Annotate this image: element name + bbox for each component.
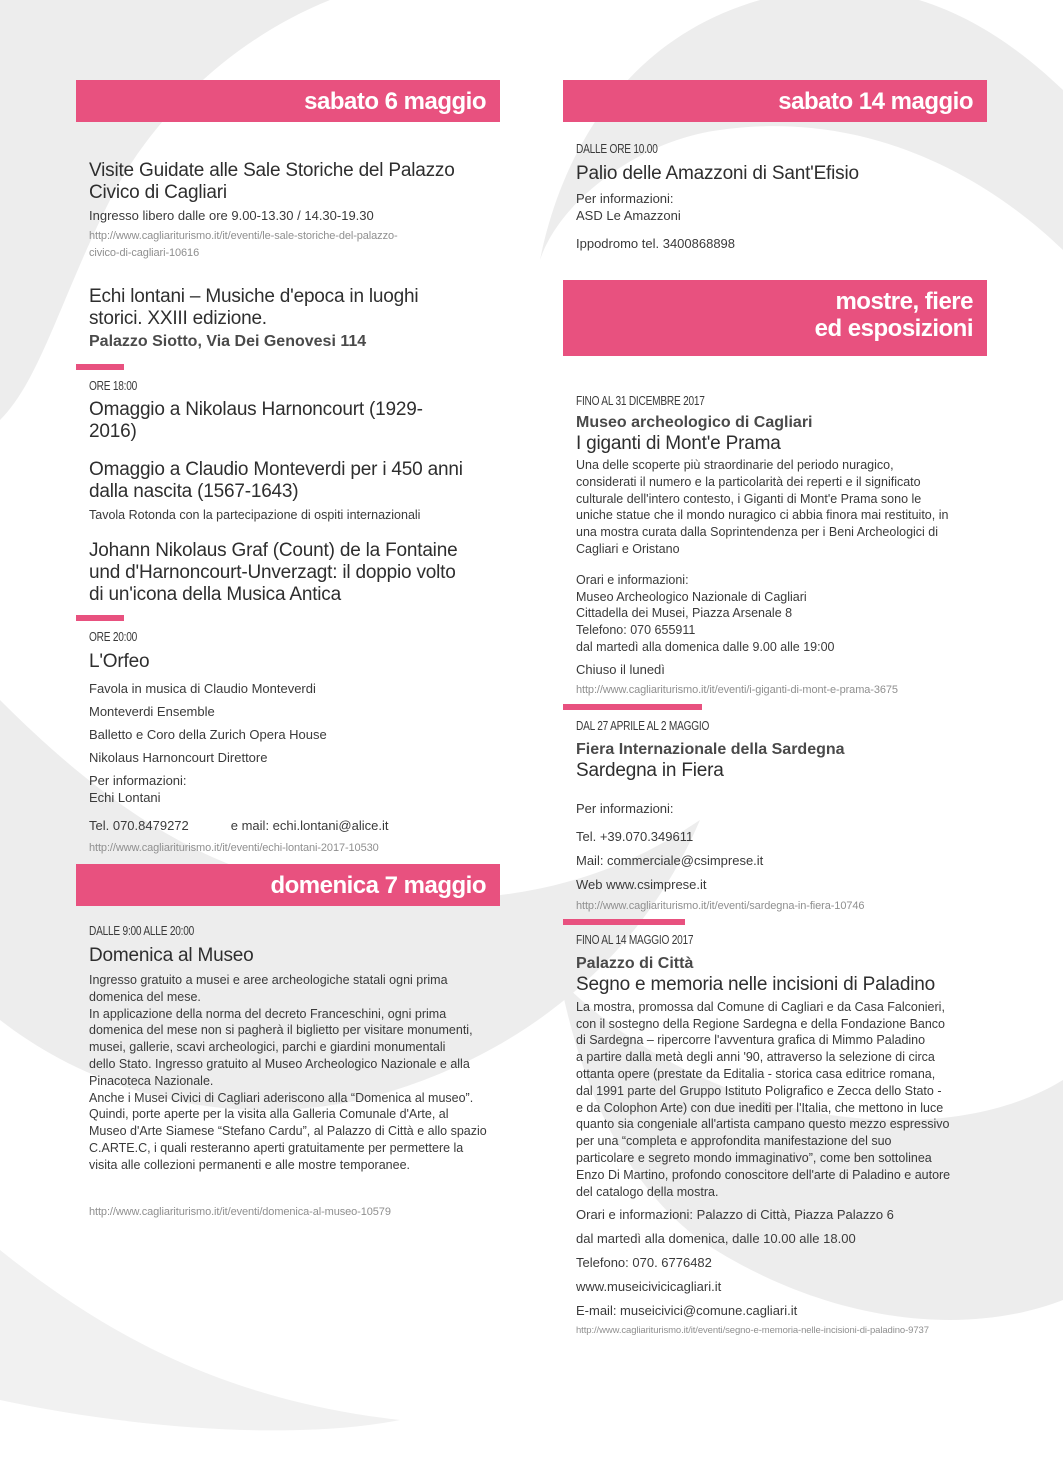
contact-web[interactable]: www.museicivicicagliari.it — [576, 1279, 722, 1295]
event-note: Tavola Rotonda con la partecipazione di ospiti internazionali — [89, 508, 421, 522]
event-title-a-line-2: 2016) — [89, 421, 137, 442]
event-line: Favola in musica di Claudio Monteverdi — [89, 681, 316, 696]
event-palio-amazzoni — [563, 141, 987, 252]
event-url[interactable]: http://www.cagliariturismo.it/it/eventi/domenica-al-museo-10579 — [89, 1205, 391, 1218]
event-info: Ingresso libero dalle ore 9.00-13.30 / 14.30-19.30 — [89, 208, 374, 223]
event-title-c-line-2: und d'Harnoncourt-Unverzagt: il doppio volto — [89, 562, 456, 583]
event-title-line-2: storici. XXIII edizione. — [89, 308, 267, 329]
section-header-sabato-14: sabato 14 maggio — [563, 80, 987, 122]
event-ore-20 — [76, 629, 500, 857]
event-url[interactable]: http://www.cagliariturismo.it/it/eventi/i-giganti-di-mont-e-prama-3675 — [576, 683, 898, 696]
event-title: Domenica al Museo — [89, 945, 254, 966]
event-sardegna-fiera — [563, 718, 987, 915]
pink-divider — [76, 615, 124, 621]
event-venue: Museo archeologico di Cagliari — [576, 414, 813, 431]
contact-row — [89, 817, 487, 834]
contact-phone: Tel. +39.070.349611 — [576, 828, 694, 844]
contact-phone: Ippodromo tel. 3400868898 — [576, 236, 736, 251]
event-title: Visite Guidate alle Sale Storiche del Palazzo Civico di Cagliari — [89, 160, 455, 203]
event-title-c-line-3: di un'icona della Musica Antica — [89, 584, 341, 605]
event-title: Sardegna in Fiera — [576, 759, 724, 781]
info-label: Per informazioni: — [576, 800, 674, 816]
event-title-a-line-1: Omaggio a Nikolaus Harnoncourt (1929- — [89, 399, 423, 420]
right-column — [563, 80, 987, 1339]
event-time: FINO AL 14 MAGGIO 2017 — [576, 931, 694, 947]
section-header-mostre — [563, 280, 987, 356]
event-visite-guidate — [76, 160, 500, 262]
contact-email[interactable]: e mail: echi.lontani@alice.it — [230, 818, 389, 833]
event-venue: Fiera Internazionale della Sardegna — [576, 740, 845, 758]
info-name: Echi Lontani — [89, 790, 161, 805]
event-time: ORE 20:00 — [89, 629, 138, 644]
event-domenica-museo — [76, 923, 500, 1221]
event-line: Monteverdi Ensemble — [89, 704, 215, 719]
event-echi-lontani — [76, 286, 500, 352]
event-giganti — [563, 393, 987, 699]
contact-email[interactable]: E-mail: museicivici@comune.cagliari.it — [576, 1303, 798, 1319]
event-title: Palio delle Amazzoni di Sant'Efisio — [576, 163, 859, 184]
event-description: La mostra, promossa dal Comune di Cagliari e da Casa Falconieri, con il sostegno della Regione Sardegna e della Fondazione Banco di Sardegna – ripercorre l'avventura grafica di Mimmo Paladino a partire dalla metà degli anni '90, attraverso la selezione di circa ottanta opere (prestate da Editalia - storica casa editrice romana, dal 1991 parte del Gruppo Istituto Poligrafico e Zecca dello Stato - e da Colophon Arte) con due inediti per l'Italia, che mettono in luce quanto sia congeniale all'artista campano questo mezzo espressivo per una “completa e approfondita manifestazione del suo particolare e segreto mondo immaginativo”, come ben sottolinea Enzo Di Martino, profondo conoscitore dell'arte di Paladino e autore del catalogo della mostra. — [576, 999, 951, 1199]
contact-web[interactable]: Web www.csimprese.it — [576, 876, 707, 892]
section-header-sabato-6: sabato 6 maggio — [76, 80, 500, 122]
event-url-line-2[interactable]: civico-di-cagliari-10616 — [89, 247, 200, 259]
contact-phone: Tel. 070.8479272 — [89, 818, 189, 833]
event-line: Balletto e Coro della Zurich Opera House — [89, 727, 327, 742]
event-url[interactable]: http://www.cagliariturismo.it/it/eventi/echi-lontani-2017-10530 — [89, 842, 379, 854]
event-title-line-1: Echi lontani – Musiche d'epoca in luoghi — [89, 286, 419, 307]
event-info: Orari e informazioni: Museo Archeologico Nazionale di Cagliari Cittadella dei Musei, Piazza Arsenale 8 Telefono: 070 655911 dal martedì alla domenica dalle 9.00 alle 19:00 — [576, 572, 835, 654]
event-url-line-1[interactable]: http://www.cagliariturismo.it/it/eventi/le-sale-storiche-del-palazzo- — [89, 230, 398, 242]
left-column — [76, 80, 500, 1221]
pink-divider — [563, 704, 702, 710]
contact-phone: Telefono: 070. 6776482 — [576, 1255, 712, 1271]
event-description: Una delle scoperte più straordinarie del periodo nuragico, considerati il numero e la particolarità dei reperti e il significato culturale dell'intero contesto, i Giganti di Mont'e Prama sono le uniche statue che il mondo nuragico ci abbia finora mai restituito, in una mostra curata dalla Soprintendenza per i Beni Archeologici di Cagliari e Oristano — [576, 458, 949, 556]
event-ore-18 — [76, 378, 500, 606]
event-paladino — [563, 932, 987, 1340]
pink-divider — [563, 919, 685, 925]
event-title-c-line-1: Johann Nikolaus Graf (Count) de la Fontaine — [89, 540, 458, 561]
info-label: Per informazioni: — [576, 191, 674, 206]
event-line: Nikolaus Harnoncourt Direttore — [89, 750, 268, 765]
pink-divider — [76, 364, 124, 370]
event-title-b-line-2: dalla nascita (1567-1643) — [89, 481, 299, 502]
event-title-b-line-1: Omaggio a Claudio Monteverdi per i 450 anni — [89, 459, 463, 480]
section-header-line-1: mostre, fiere — [835, 288, 973, 315]
event-description: Ingresso gratuito a musei e aree archeologiche statali ogni prima domenica del mese. In applicazione della norma del decreto Franceschini, ogni prima domenica del mese non si pagherà il biglietto per visitare monumenti, musei, gallerie, scavi archeologici, parchi e giardini monumentali dello Stato. Ingresso gratuito al Museo Archeologico Nazionale e alla Pinacoteca Nazionale. Anche i Musei Civici di Cagliari aderiscono alla “Domenica al museo”. Quindi, porte aperte per la visita alla Galleria Comunale d'Arte, al Museo d'Arte Siamese “Stefano Cardu”, al Palazzo di Città e allo spazio C.ARTE.C, i quali resteranno aperti gratuitamente per permettere la visita alle collezioni permanenti e alle mostre temporanee. — [89, 973, 487, 1172]
event-url[interactable]: http://www.cagliariturismo.it/it/eventi/sardegna-in-fiera-10746 — [576, 899, 865, 912]
event-time: DALLE ORE 10.00 — [576, 141, 658, 156]
event-time: ORE 18:00 — [89, 378, 138, 393]
event-info: Orari e informazioni: Palazzo di Città, Piazza Palazzo 6 — [576, 1207, 894, 1223]
event-location: Palazzo Siotto, Via Dei Genovesi 114 — [89, 333, 367, 350]
event-time: DAL 27 APRILE AL 2 MAGGIO — [576, 717, 710, 733]
event-url[interactable]: http://www.cagliariturismo.it/it/eventi/segno-e-memoria-nelle-incisioni-di-paladino-9737 — [576, 1325, 929, 1337]
event-title: L'Orfeo — [89, 651, 150, 672]
event-title: I giganti di Mont'e Prama — [576, 433, 781, 454]
event-hours: dal martedì alla domenica, dalle 10.00 alle 18.00 — [576, 1231, 856, 1247]
info-name: ASD Le Amazzoni — [576, 208, 681, 223]
contact-mail[interactable]: Mail: commerciale@csimprese.it — [576, 852, 764, 868]
section-header-line-2: ed esposizioni — [814, 315, 973, 342]
info-label: Per informazioni: — [89, 773, 187, 788]
event-time: DALLE 9:00 ALLE 20:00 — [89, 923, 195, 938]
event-venue: Palazzo di Città — [576, 954, 694, 972]
event-title: Segno e memoria nelle incisioni di Paladino — [576, 973, 935, 995]
event-closed-day: Chiuso il lunedì — [576, 661, 665, 677]
event-time: FINO AL 31 DICEMBRE 2017 — [576, 393, 705, 408]
section-header-domenica-7: domenica 7 maggio — [76, 864, 500, 906]
